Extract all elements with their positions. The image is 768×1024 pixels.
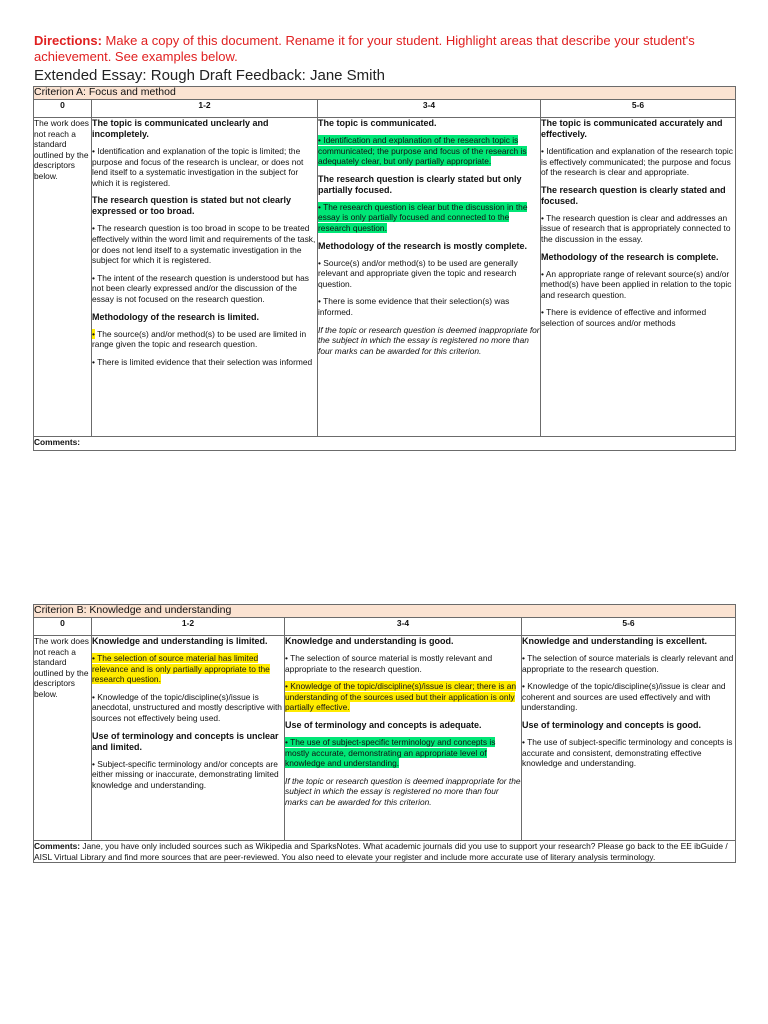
band-3-4-header: 3-4: [285, 618, 522, 636]
comments-label: Comments:: [34, 841, 81, 851]
descriptor-text: • Subject-specific terminology and/or concepts are either missing or inaccurate, demonstrating limited knowledge and understanding.: [92, 758, 279, 790]
descriptor-text: • Source(s) and/or method(s) to be used are generally relevant and appropriate given the topic and research question.: [318, 257, 518, 289]
descriptor-text: • Knowledge of the topic/discipline(s)/issue is anecdotal, unstructured and mostly descriptive with sources not effectively being used.: [92, 691, 282, 723]
highlighted-text: • Knowledge of the topic/discipline(s)/issue is clear; there is an understanding of the sources used but their application is only partially effective.: [285, 681, 517, 713]
directions-label: Directions:: [34, 33, 102, 48]
highlight-mark: •: [92, 328, 95, 339]
descriptor-text: • The selection of source material is mostly relevant and appropriate to the research question.: [285, 653, 493, 674]
descriptor-text: • The intent of the research question is understood but has not been clearly expressed and/or the discussion of the essay is not focused on the research question.: [92, 272, 309, 304]
band-5-6-descriptor: [522, 636, 736, 841]
descriptor-heading: The research question is clearly stated but only partially focused.: [318, 173, 522, 195]
descriptor-text: • There is evidence of effective and informed selection of sources and/or methods: [541, 307, 707, 328]
document-title: Extended Essay: Rough Draft Feedback: Jane Smith: [34, 67, 386, 84]
comments-text: Jane, you have only included sources such as Wikipedia and SparksNotes. What academic journals did you use to support your research? Please go back to the EE ibGuide / AISL Virtual Library and find more sources that are peer-reviewed. You also need to elevate your register and include more accurate use of literary analysis terminology.: [34, 841, 728, 862]
descriptor-heading: Methodology of the research is mostly complete.: [318, 240, 528, 251]
descriptor-heading: Knowledge and understanding is limited.: [92, 636, 268, 646]
band-0-header: 0: [34, 100, 92, 118]
descriptor-heading: The research question is clearly stated and focused.: [541, 184, 726, 206]
descriptor-text: • Knowledge of the topic/discipline(s)/issue is clear and coherent and sources are used effectively and with understanding.: [522, 681, 726, 713]
descriptor-heading: Use of terminology and concepts is adequate.: [285, 719, 482, 730]
band-1-2-descriptor: [92, 636, 285, 841]
band-1-2-header: 1-2: [92, 100, 318, 118]
descriptor-text: • Identification and explanation of the topic is limited; the purpose and focus of the research is unclear, or does not lend itself to a systematic investigation in the subject for which it is registered.: [92, 146, 304, 188]
band-0-descriptor: The work does not reach a standard outlined by the descriptors below.: [34, 636, 92, 841]
descriptor-heading: Use of terminology and concepts is good.: [522, 719, 702, 730]
descriptor-text: • An appropriate range of relevant source(s) and/or method(s) have been applied in relation to the topic and research question.: [541, 268, 732, 300]
criterion-a-comments[interactable]: [34, 437, 736, 451]
descriptor-heading: The topic is communicated.: [318, 118, 437, 128]
band-1-2-header: 1-2: [92, 618, 285, 636]
descriptor-heading: Knowledge and understanding is good.: [285, 636, 454, 646]
descriptor-text: [92, 329, 317, 350]
descriptor-text: • Identification and explanation of the research topic is effectively communicated; the purpose and focus of the research is clear and appropriate.: [541, 146, 733, 178]
directions-text: [34, 33, 724, 65]
descriptor-heading: Methodology of the research is complete.: [541, 251, 719, 262]
highlighted-text: • The research question is clear but the discussion in the essay is only partially focused and connected to the research question.: [318, 201, 528, 233]
highlighted-text: • The use of subject-specific terminology and concepts is mostly accurate, demonstrating an appropriate level of knowledge and understanding.: [285, 736, 496, 769]
directions-body: Make a copy of this document. Rename it for your student. Highlight areas that describe your student's achievement. See examples below.: [34, 33, 695, 64]
criterion-a-table: [33, 86, 736, 451]
criterion-a-header: Criterion A: Focus and method: [34, 87, 736, 100]
descriptor-text: • There is limited evidence that their selection was informed: [92, 356, 313, 367]
band-5-6-header: 5-6: [541, 100, 736, 118]
descriptor-text: [92, 653, 284, 685]
descriptor-text: • The selection of source materials is clearly relevant and appropriate to the research question.: [522, 653, 734, 674]
descriptor-heading: The topic is communicated unclearly and incompletely.: [92, 118, 269, 139]
descriptor-note: If the topic or research question is deemed inappropriate for the subject in which the essay is registered no more than four marks can be awarded for this criterion.: [285, 775, 521, 807]
descriptor-heading: Methodology of the research is limited.: [92, 311, 260, 322]
band-5-6-header: 5-6: [522, 618, 736, 636]
descriptor-text: [285, 737, 521, 769]
band-1-2-descriptor: [92, 118, 318, 437]
descriptor-heading: Knowledge and understanding is excellent.: [522, 636, 708, 646]
descriptor-text: [318, 202, 540, 234]
descriptor-heading: The topic is communicated accurately and effectively.: [541, 118, 723, 139]
criterion-b-table: [33, 604, 736, 863]
descriptor-heading: Use of terminology and concepts is unclear and limited.: [92, 730, 279, 752]
highlighted-text: • The selection of source material has limited relevance and is only partially appropriate to the research question.: [92, 653, 270, 685]
descriptor-heading: The research question is stated but not clearly expressed or too broad.: [92, 195, 292, 217]
criterion-b-comments[interactable]: [34, 841, 736, 863]
band-3-4-descriptor: [285, 636, 522, 841]
comments-label: Comments:: [34, 437, 81, 447]
descriptor-text: • The research question is too broad in scope to be treated effectively within the word limit and requirements of the task, or does not lend itself to a systematic investigation in the subject for which it is registered.: [92, 223, 316, 266]
descriptor-note: If the topic or research question is deemed inappropriate for the subject in which the essay is registered no more than four marks can be awarded for this criterion.: [318, 324, 540, 356]
band-5-6-descriptor: [541, 118, 736, 437]
band-0-descriptor: The work does not reach a standard outlined by the descriptors below.: [34, 118, 92, 437]
highlighted-text: • Identification and explanation of the research topic is communicated; the purpose and focus of the research is adequately clear, but only partially appropriate.: [318, 135, 527, 167]
band-3-4-descriptor: [318, 118, 541, 437]
descriptor-text: [318, 135, 540, 167]
band-0-header: 0: [34, 618, 92, 636]
descriptor-text: • There is some evidence that their selection(s) was informed.: [318, 296, 510, 317]
band-3-4-header: 3-4: [318, 100, 541, 118]
descriptor-text: • The research question is clear and addresses an issue of research that is appropriately connected to the discussion in the essay.: [541, 212, 731, 244]
criterion-b-header: Criterion B: Knowledge and understanding: [34, 605, 736, 618]
descriptor-text: [285, 681, 521, 713]
descriptor-text: • The use of subject-specific terminology and concepts is accurate and consistent, demonstrating effective knowledge and understanding.: [522, 736, 733, 769]
descriptor-text-body: The source(s) and/or method(s) to be used are limited in range given the topic and research question.: [92, 328, 307, 350]
